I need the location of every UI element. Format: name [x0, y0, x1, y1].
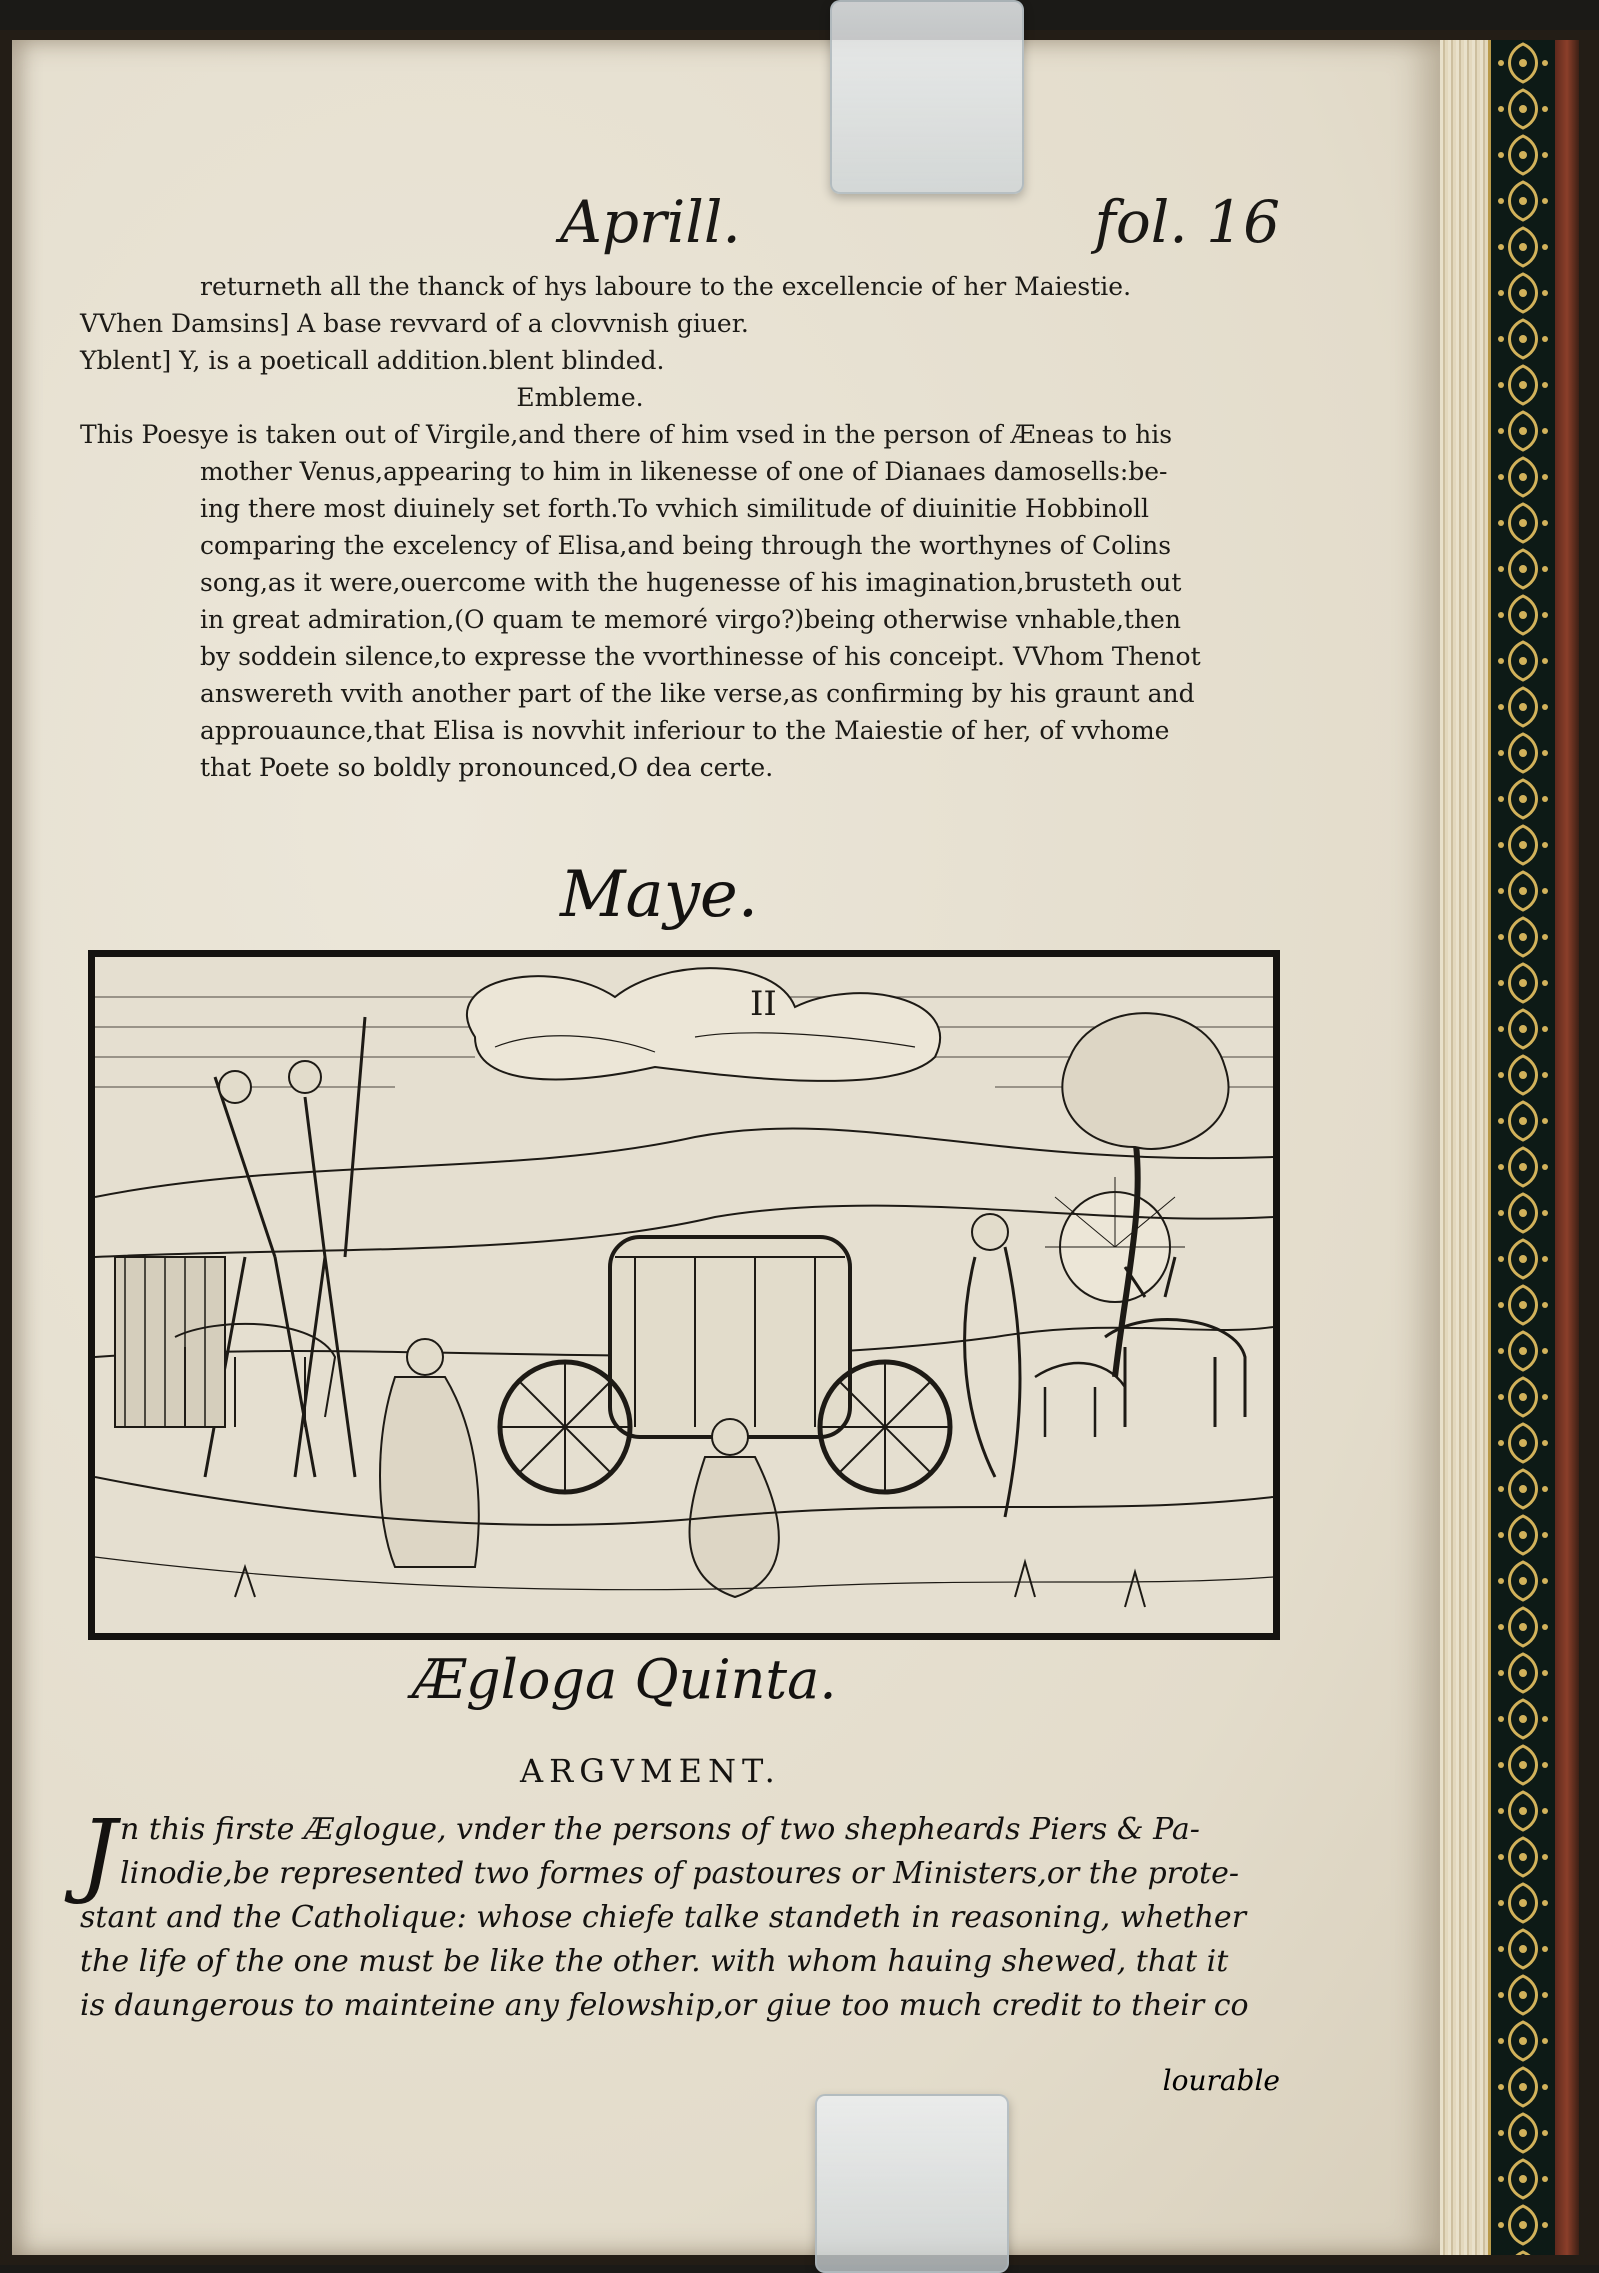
page-clip-bottom [815, 2094, 1009, 2273]
gloss-line: that Poete so boldly pronounced,O dea certe. [200, 753, 774, 782]
gloss-line: comparing the excelency of Elisa,and being through the worthynes of Colins [200, 531, 1172, 560]
argument-line: n this firste Æglogue, vnder the persons of two shepheards Piers & Pa- [120, 1812, 1200, 1847]
folio-number: fol. 16 [1094, 188, 1280, 256]
page-header [560, 188, 1280, 278]
gloss-line: This Poesye is taken out of Virgile,and there of him vsed in the person of Æneas to his [80, 420, 1173, 449]
argument-text [80, 1800, 1300, 2028]
gloss-line: by soddein silence,to expresse the vvorthinesse of his conceipt. VVhom Thenot [200, 642, 1201, 671]
eclogue-title: Ægloga Quinta. [412, 1648, 837, 1711]
gloss-line: mother Venus,appearing to him in likenesse of one of Dianaes damosells:be- [200, 457, 1168, 486]
gloss-section [80, 268, 1300, 786]
spine-edge [1555, 40, 1579, 2255]
gloss-line: Yblent] Y, is a poeticall addition.blent blinded. [80, 346, 665, 375]
gloss-line: answereth vvith another part of the like verse,as confirming by his graunt and [200, 679, 1195, 708]
page-clip-top [830, 0, 1024, 194]
catchword-area [1000, 2064, 1280, 2104]
gloss-line: VVhen Damsins] A base revvard of a clovvnish giuer. [80, 309, 749, 338]
woodcut-illustration [88, 950, 1280, 1640]
gilt-tooled-border [1488, 40, 1564, 2255]
argument-line: the life of the one must be like the other. with whom hauing shewed, that it [80, 1944, 1229, 1979]
page-edges [1440, 40, 1488, 2255]
argument-line: stant and the Catholique: whose chiefe talke standeth in reasoning, whether [80, 1900, 1247, 1935]
gloss-line: approuaunce,that Elisa is novvhit inferiour to the Maiestie of her, of vvhome [200, 716, 1170, 745]
running-title: Aprill. [560, 188, 741, 256]
gloss-line: returneth all the thanck of hys laboure to the excellencie of her Maiestie. [200, 272, 1132, 301]
gloss-line: song,as it were,ouercome with the hugenesse of his imagination,brusteth out [200, 568, 1182, 597]
gloss-line: in great admiration,(O quam te memoré virgo?)being otherwise vnhable,then [200, 605, 1181, 634]
argument-heading: ARGVMENT. [520, 1752, 781, 1790]
gilt-pattern [1491, 40, 1555, 2255]
gloss-line: ing there most diuinely set forth.To vvhich similitude of diuinitie Hobbinoll [200, 494, 1150, 523]
argument-line: is daungerous to mainteine any felowship,or giue too much credit to their co [80, 1988, 1249, 2023]
catchword: lourable [1162, 2064, 1280, 2097]
argument-line: linodie,be represented two formes of pastoures or Ministers,or the prote- [120, 1856, 1239, 1891]
month-title: Maye. [560, 858, 759, 932]
drop-cap: J [80, 1800, 117, 1907]
woodcut-drawing [95, 957, 1273, 1633]
zodiac-gemini-sign: II [750, 984, 777, 1024]
emblem-heading: Embleme. [516, 383, 644, 412]
